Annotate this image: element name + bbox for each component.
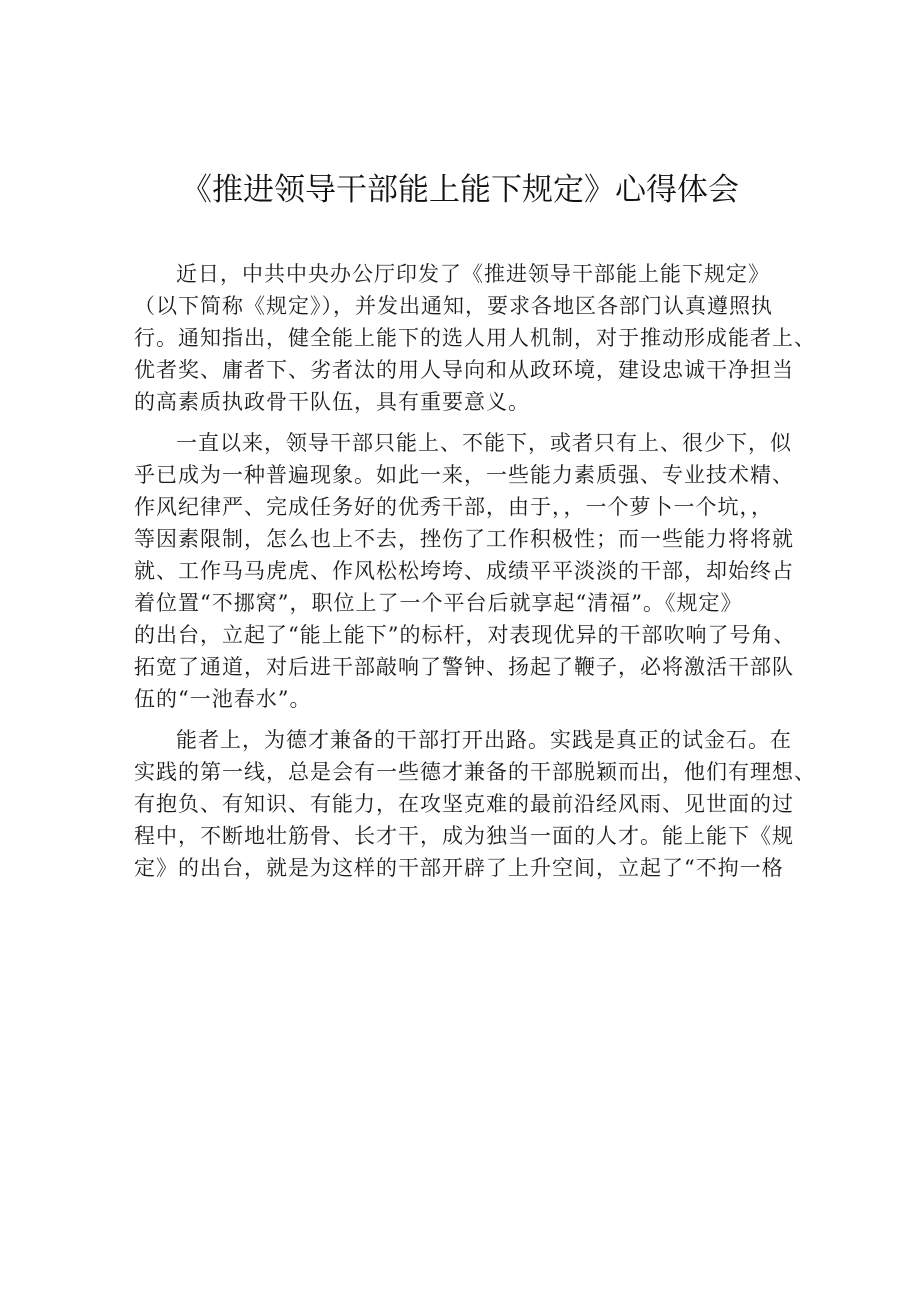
- paragraph-line: 优者奖、庸者下、劣者汰的用人导向和从政环境，建设忠诚干净担当: [134, 358, 794, 382]
- paragraph-line: 等因素限制，怎么也上不去，挫伤了工作积极性；而一些能力将将就: [134, 527, 794, 551]
- document-body: [134, 258, 816, 893]
- paragraph-line: 乎已成为一种普遍现象。如此一来，一些能力素质强、专业技术精、: [134, 463, 794, 487]
- paragraph-line: 伍的“一池春水”。: [134, 687, 312, 711]
- paragraph-line: 有抱负、有知识、有能力，在攻坚克难的最前沿经风雨、见世面的过: [134, 792, 794, 816]
- document-title: 《推进领导干部能上能下规定》心得体会: [181, 172, 739, 208]
- paragraph-line: 的高素质执政骨干队伍，具有重要意义。: [134, 390, 530, 414]
- paragraph-line: 着位置“不挪窝”，职位上了一个平台后就享起“清福”。《规定》: [134, 591, 743, 615]
- paragraph-line: 一直以来，领导干部只能上、不能下，或者只有上、很少下，似: [176, 431, 792, 455]
- paragraph-line: 近日，中共中央办公厅印发了《推进领导干部能上能下规定》: [176, 262, 770, 286]
- paragraph-line: 定》的出台，就是为这样的干部开辟了上升空间，立起了“不拘一格: [134, 856, 784, 880]
- paragraph-1: [134, 258, 816, 418]
- paragraph-line: 程中，不断地壮筋骨、长才干，成为独当一面的人才。能上能下《规: [134, 824, 794, 848]
- paragraph-line: 能者上，为德才兼备的干部打开出路。实践是真正的试金石。在: [176, 728, 792, 752]
- paragraph-line: （以下简称《规定》），并发出通知，要求各地区各部门认真遵照执: [134, 294, 773, 318]
- paragraph-2: [134, 427, 796, 715]
- paragraph-line: 的出台，立起了“能上能下”的标杆，对表现优异的干部吹响了号角、: [134, 623, 796, 647]
- paragraph-3: [134, 724, 816, 884]
- paragraph-line: 行。通知指出，健全能上能下的选人用人机制，对于推动形成能者上、: [134, 326, 816, 350]
- paragraph-line: 实践的第一线，总是会有一些德才兼备的干部脱颖而出，他们有理想、: [134, 760, 816, 784]
- paragraph-line: 拓宽了通道，对后进干部敲响了警钟、扬起了鞭子，必将激活干部队: [134, 655, 794, 679]
- paragraph-line: 就、工作马马虎虎、作风松松垮垮、成绩平平淡淡的干部，却始终占: [134, 559, 794, 583]
- paragraph-line: 作风纪律严、完成任务好的优秀干部，由于，，一个萝卜一个坑，，: [134, 495, 773, 519]
